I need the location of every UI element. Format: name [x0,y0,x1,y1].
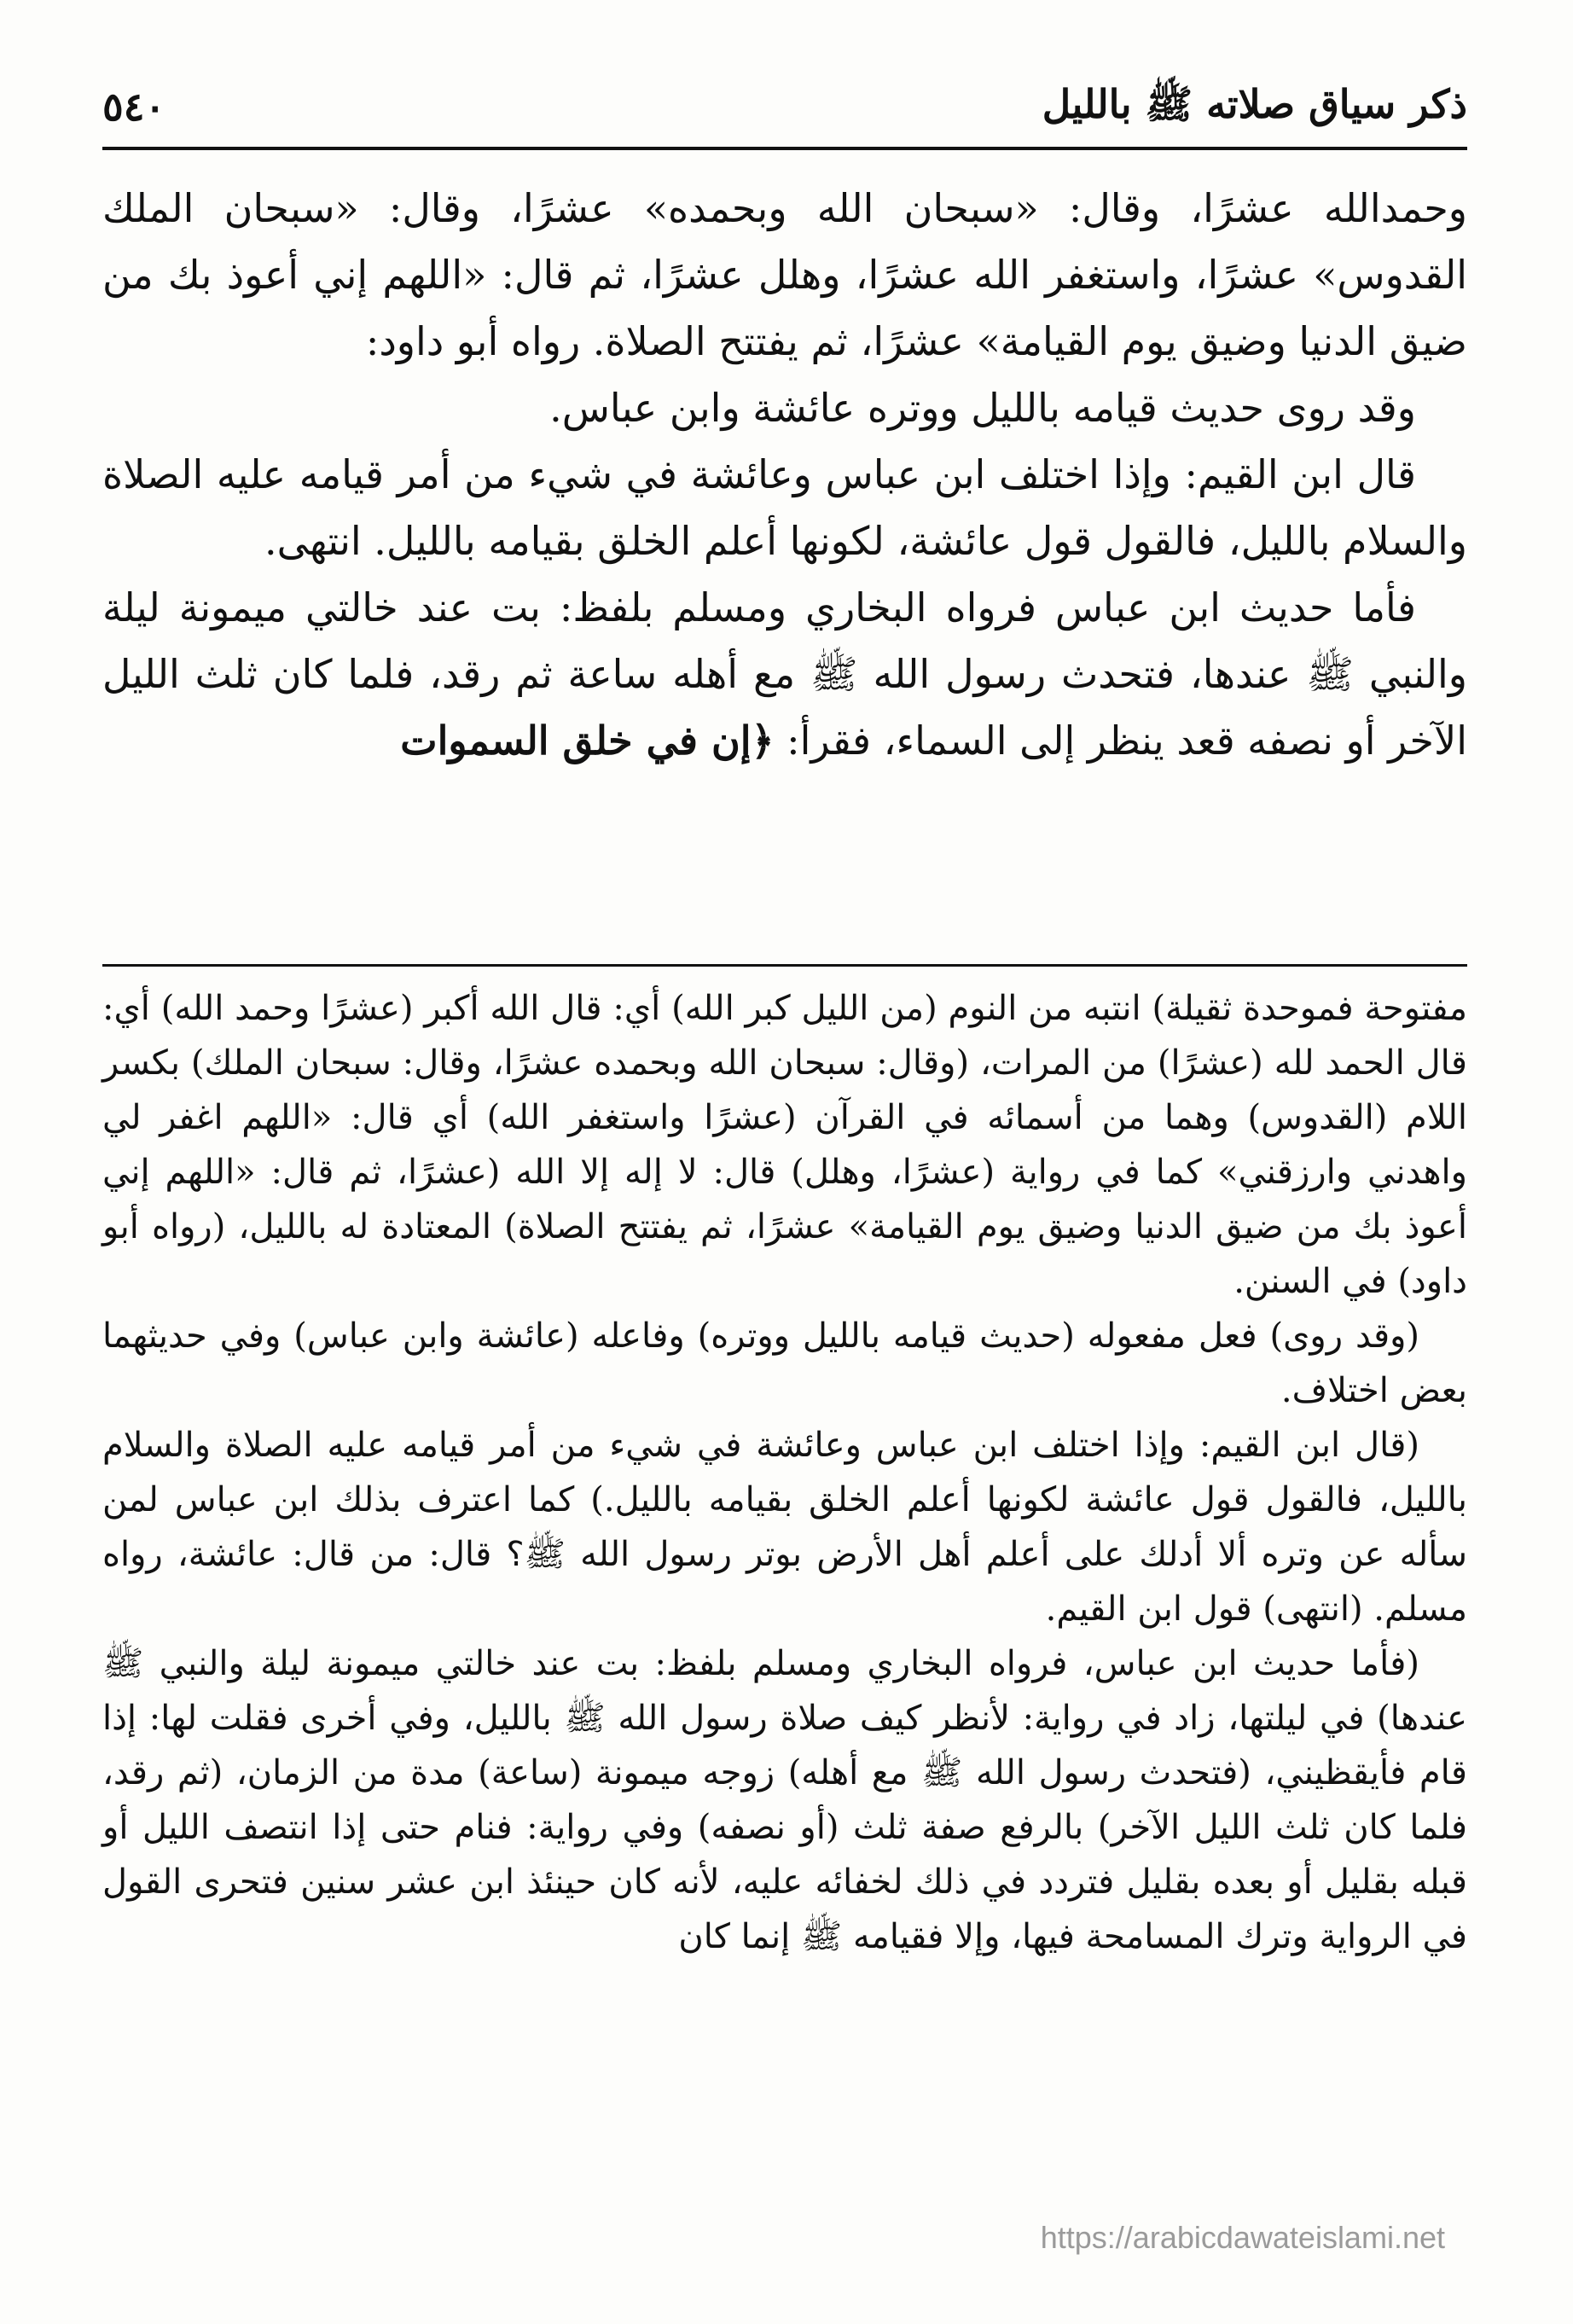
main-text [102,175,1467,774]
commentary-divider [102,964,1467,967]
quran-verse: ﴿إن في خلق السموات [400,718,775,764]
main-paragraph [102,574,1467,774]
watermark-url: https://arabicdawateislami.net [1040,2220,1445,2255]
commentary-paragraph: (فأما حديث ابن عباس، فرواه البخاري ومسلم بلفظ: بت عند خالتي ميمونة ليلة والنبي ﷺ عندها) في ليلتها، زاد في رواية: لأنظر كيف صلاة رسول الله ﷺ بالليل، وفي أخرى فقلت لها: إذا قام فأيقظيني، (فتحدث رسول الله ﷺ مع أهله) زوجه ميمونة (ساعة) مدة من الزمان، (ثم رقد، فلما كان ثلث الليل الآخر) بالرفع صفة ثلث (أو نصفه) وفي رواية: فنام حتى إذا انتصف الليل أو قبله بقليل أو بعده بقليل فتردد في ذلك لخفائه عليه، لأنه كان حينئذ ابن عشر سنين فتحرى القول في الرواية وترك المسامحة فيها، وإلا فقيامه ﷺ إنما كان [102,1644,1467,1956]
commentary-paragraph: (قال ابن القيم: وإذا اختلف ابن عباس وعائشة في شيء من أمر قيامه عليه الصلاة والسلام بالليل، فالقول قول عائشة لكونها أعلم الخلق بقيامه بالليل.) كما اعترف بذلك ابن عباس لمن سأله عن وتره ألا أدلك على أعلم أهل الأرض بوتر رسول الله ﷺ؟ قال: من قال: عائشة، رواه مسلم. (انتهى) قول ابن القيم. [102,1426,1467,1629]
main-paragraph: قال ابن القيم: وإذا اختلف ابن عباس وعائشة في شيء من أمر قيامه عليه الصلاة والسلام بالليل، فالقول قول عائشة، لكونها أعلم الخلق بقيامه بالليل. انتهى. [102,451,1467,564]
main-paragraph: وقد روى حديث قيامه بالليل ووتره عائشة وابن عباس. [549,385,1416,431]
header-divider [102,147,1467,150]
commentary-text [102,981,1467,1964]
running-title: ذكر سياق صلاته ﷺ بالليل [1042,81,1467,127]
main-paragraph: وحمدالله عشرًا، وقال: «سبحان الله وبحمده» عشرًا، وقال: «سبحان الملك القدوس» عشرًا، واستغفر الله عشرًا، وهلل عشرًا، ثم قال: «اللهم إني أعوذ بك من ضيق الدنيا وضيق يوم القيامة» عشرًا، ثم يفتتح الصلاة. رواه أبو داود: [102,185,1467,364]
page-number: ٥٤٠ [102,84,166,130]
commentary-paragraph: مفتوحة فموحدة ثقيلة) انتبه من النوم (من الليل كبر الله) أي: قال الله أكبر (عشرًا وحمد الله) أي: قال الحمد لله (عشرًا) من المرات، (وقال: سبحان الله وبحمده عشرًا، وقال: سبحان الملك) بكسر اللام (القدوس) وهما من أسمائه في القرآن (عشرًا واستغفر الله) أي قال: «اللهم اغفر لي واهدني وارزقني» كما في رواية (عشرًا، وهلل) قال: لا إله إلا الله (عشرًا، ثم قال: «اللهم إني أعوذ بك من ضيق الدنيا وضيق يوم القيامة» عشرًا، ثم يفتتح الصلاة) المعتادة له بالليل، (رواه أبو داود) في السنن. [102,989,1467,1301]
commentary-paragraph: (وقد روى) فعل مفعوله (حديث قيامه بالليل ووتره) وفاعله (عائشة وابن عباس) وفي حديثهما بعض اختلاف. [102,1316,1467,1410]
main-paragraph-text: فأما حديث ابن عباس فرواه البخاري ومسلم بلفظ: بت عند خالتي ميمونة ليلة والنبي ﷺ عندها، فتحدث رسول الله ﷺ مع أهله ساعة ثم رقد، فلما كان ثلث الليل الآخر أو نصفه قعد ينظر إلى السماء، فقرأ: [102,584,1467,764]
page-header [102,75,1467,152]
